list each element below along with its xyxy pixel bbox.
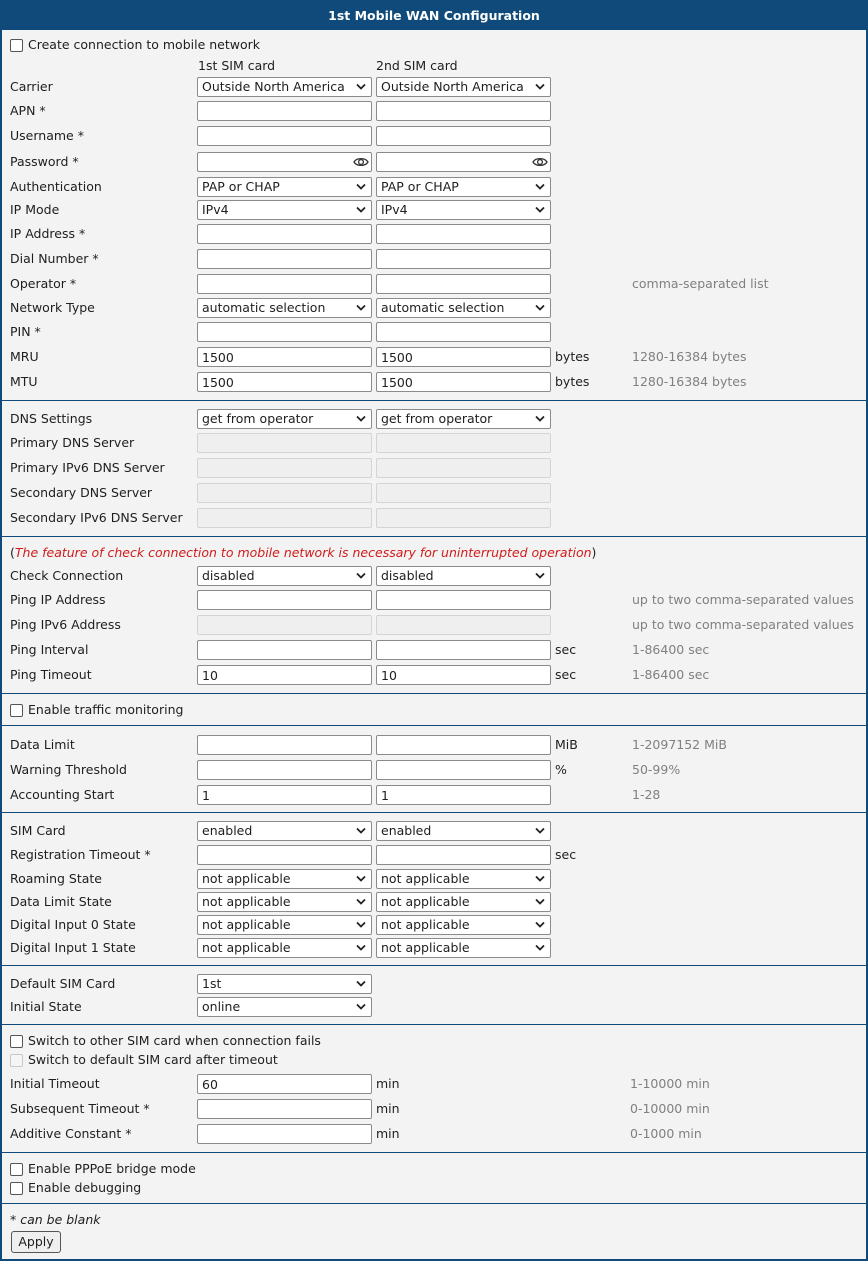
mtu-label: MTU — [10, 374, 38, 389]
operator-row — [2, 274, 866, 294]
secondary-dns-input-1 — [197, 483, 372, 503]
check-connection-row — [2, 566, 866, 586]
apply-button[interactable]: Apply — [11, 1231, 61, 1253]
warning-threshold-input-1[interactable] — [197, 760, 372, 780]
warning-threshold-input-2[interactable] — [376, 760, 551, 780]
traffic-row — [2, 700, 866, 720]
digital-input-0-select-2[interactable]: not applicable — [376, 915, 551, 935]
primary-ipv6-dns-row — [2, 458, 866, 478]
mtu-input-2[interactable] — [376, 372, 551, 392]
section-divider — [2, 1203, 866, 1204]
ping-interval-input-1[interactable] — [197, 640, 372, 660]
accounting-start-label: Accounting Start — [10, 787, 115, 802]
chevron-down-icon — [535, 944, 545, 952]
default-sim-label: Default SIM Card — [10, 976, 116, 991]
secondary-ipv6-dns-row — [2, 508, 866, 528]
chevron-down-icon — [535, 83, 545, 91]
primary-dns-row — [2, 433, 866, 453]
sim-card-row — [2, 821, 866, 841]
initial-timeout-input[interactable] — [197, 1074, 372, 1094]
blank-note: * can be blank — [10, 1212, 101, 1227]
pin-input-2[interactable] — [376, 322, 551, 342]
checkbox-box[interactable] — [10, 39, 23, 52]
default-sim-row — [2, 974, 866, 994]
pin-row — [2, 322, 866, 342]
chevron-down-icon — [356, 921, 366, 929]
sim-card-label: SIM Card — [10, 823, 66, 838]
column-headers — [2, 56, 866, 76]
accounting-start-input-1[interactable] — [197, 785, 372, 805]
ping-interval-row — [2, 640, 866, 660]
chevron-down-icon — [535, 827, 545, 835]
mru-row — [2, 347, 866, 367]
additive-constant-hint: 0-1000 min — [630, 1126, 702, 1141]
ping-ip-hint: up to two comma-separated values — [632, 592, 854, 607]
password-input-1[interactable] — [197, 152, 372, 172]
chevron-down-icon — [356, 183, 366, 191]
dial-number-label: Dial Number * — [10, 251, 99, 266]
warning-threshold-hint: 50-99% — [632, 762, 681, 777]
ping-interval-unit: sec — [555, 642, 577, 657]
chevron-down-icon — [356, 875, 366, 883]
ping-timeout-row — [2, 665, 866, 685]
switch-to-default-row — [2, 1050, 866, 1070]
operator-input-2[interactable] — [376, 274, 551, 294]
registration-timeout-unit: sec — [555, 847, 577, 862]
roaming-state-select-1[interactable]: not applicable — [197, 869, 372, 889]
roaming-state-label: Roaming State — [10, 871, 102, 886]
footer-note-row — [2, 1210, 866, 1230]
data-limit-state-select-1[interactable]: not applicable — [197, 892, 372, 912]
operator-input-1[interactable] — [197, 274, 372, 294]
check-connection-select-2[interactable]: disabled — [376, 566, 551, 586]
registration-timeout-label: Registration Timeout * — [10, 847, 151, 862]
switch-on-fail-row — [2, 1031, 866, 1051]
switch-to-default-checkbox: Switch to default SIM card after timeout — [10, 1050, 278, 1070]
create-connection-row — [2, 35, 866, 55]
registration-timeout-input-1[interactable] — [197, 845, 372, 865]
username-label: Username * — [10, 128, 84, 143]
ping-ip-label: Ping IP Address — [10, 592, 106, 607]
mru-unit: bytes — [555, 349, 590, 364]
authentication-label: Authentication — [10, 179, 102, 194]
primary-dns-input-2 — [376, 433, 551, 453]
data-limit-state-row — [2, 892, 866, 912]
checkbox-box[interactable] — [10, 1163, 23, 1176]
network-type-label: Network Type — [10, 300, 95, 315]
registration-timeout-input-2[interactable] — [376, 845, 551, 865]
ping-ipv6-input-2 — [376, 615, 551, 635]
digital-input-0-label: Digital Input 0 State — [10, 917, 136, 932]
chevron-down-icon — [535, 206, 545, 214]
carrier-label: Carrier — [10, 79, 53, 94]
subsequent-timeout-row — [2, 1099, 866, 1119]
chevron-down-icon — [356, 415, 366, 423]
password-input-2[interactable] — [376, 152, 551, 172]
data-limit-row — [2, 735, 866, 755]
ping-ipv6-input-1 — [197, 615, 372, 635]
password-row — [2, 152, 866, 172]
chevron-down-icon — [535, 898, 545, 906]
eye-icon[interactable] — [353, 155, 369, 169]
primary-ipv6-dns-input-1 — [197, 458, 372, 478]
ping-interval-input-2[interactable] — [376, 640, 551, 660]
apn-label: APN * — [10, 103, 46, 118]
ping-timeout-hint: 1-86400 sec — [632, 667, 710, 682]
chevron-down-icon — [356, 83, 366, 91]
primary-dns-label: Primary DNS Server — [10, 435, 135, 450]
ip-address-input-1[interactable] — [197, 224, 372, 244]
ping-timeout-input-2[interactable] — [376, 665, 551, 685]
mtu-input-1[interactable] — [197, 372, 372, 392]
section-divider — [2, 1152, 866, 1153]
data-limit-input-2[interactable] — [376, 735, 551, 755]
secondary-ipv6-dns-label: Secondary IPv6 DNS Server — [10, 510, 183, 525]
subsequent-timeout-label: Subsequent Timeout * — [10, 1101, 150, 1116]
mru-hint: 1280-16384 bytes — [632, 349, 747, 364]
secondary-dns-row — [2, 483, 866, 503]
mru-input-2[interactable] — [376, 347, 551, 367]
check-connection-note: (The feature of check connection to mobile network is necessary for uninterrupted operation) — [10, 545, 597, 560]
chevron-down-icon — [535, 572, 545, 580]
col2-header: 2nd SIM card — [376, 58, 458, 73]
pppoe-bridge-checkbox[interactable]: Enable PPPoE bridge mode — [10, 1159, 196, 1179]
chevron-down-icon — [356, 827, 366, 835]
network-type-select-1[interactable]: automatic selection — [197, 298, 372, 318]
primary-ipv6-dns-input-2 — [376, 458, 551, 478]
ping-ip-input-1[interactable] — [197, 590, 372, 610]
chevron-down-icon — [356, 980, 366, 988]
section-divider — [2, 536, 866, 537]
data-limit-state-label: Data Limit State — [10, 894, 112, 909]
section-divider — [2, 400, 866, 401]
sim-card-select-2[interactable]: enabled — [376, 821, 551, 841]
secondary-ipv6-dns-input-1 — [197, 508, 372, 528]
ping-timeout-input-1[interactable] — [197, 665, 372, 685]
ping-interval-hint: 1-86400 sec — [632, 642, 710, 657]
col1-header: 1st SIM card — [198, 58, 276, 73]
ping-ipv6-hint: up to two comma-separated values — [632, 617, 854, 632]
additive-constant-input[interactable] — [197, 1124, 372, 1144]
debugging-checkbox[interactable]: Enable debugging — [10, 1178, 141, 1198]
chevron-down-icon — [356, 206, 366, 214]
ip-mode-label: IP Mode — [10, 202, 60, 217]
eye-icon[interactable] — [532, 155, 548, 169]
registration-timeout-row — [2, 845, 866, 865]
mru-input-1[interactable] — [197, 347, 372, 367]
secondary-ipv6-dns-input-2 — [376, 508, 551, 528]
chevron-down-icon — [356, 572, 366, 580]
digital-input-1-row — [2, 938, 866, 958]
network-type-select-2[interactable]: automatic selection — [376, 298, 551, 318]
warning-threshold-unit: % — [555, 762, 567, 777]
ping-timeout-label: Ping Timeout — [10, 667, 92, 682]
check-connection-label: Check Connection — [10, 568, 124, 583]
data-limit-state-select-2[interactable]: not applicable — [376, 892, 551, 912]
dial-number-input-1[interactable] — [197, 249, 372, 269]
additive-constant-row — [2, 1124, 866, 1144]
section-divider — [2, 1024, 866, 1025]
chevron-down-icon — [356, 1003, 366, 1011]
warning-threshold-row — [2, 760, 866, 780]
primary-dns-input-1 — [197, 433, 372, 453]
digital-input-1-select-1[interactable]: not applicable — [197, 938, 372, 958]
dns-settings-row — [2, 409, 866, 429]
data-limit-unit: MiB — [555, 737, 578, 752]
ping-interval-label: Ping Interval — [10, 642, 89, 657]
dns-settings-select-2[interactable]: get from operator — [376, 409, 551, 429]
dns-settings-label: DNS Settings — [10, 411, 93, 426]
dns-settings-select-1[interactable]: get from operator — [197, 409, 372, 429]
carrier-select-2[interactable]: Outside North America — [376, 77, 551, 97]
initial-timeout-unit: min — [376, 1076, 400, 1091]
subsequent-timeout-hint: 0-10000 min — [630, 1101, 710, 1116]
authentication-row — [2, 177, 866, 197]
section-divider — [2, 693, 866, 694]
debug-row — [2, 1178, 866, 1198]
carrier-select-1[interactable]: Outside North America — [197, 77, 372, 97]
section-divider — [2, 965, 866, 966]
username-input-2[interactable] — [376, 126, 551, 146]
pin-input-1[interactable] — [197, 322, 372, 342]
ip-mode-select-1[interactable]: IPv4 — [197, 200, 372, 220]
password-label: Password * — [10, 154, 79, 169]
default-sim-select[interactable]: 1st — [197, 974, 372, 994]
pppoe-row — [2, 1159, 866, 1179]
dial-number-row — [2, 249, 866, 269]
ip-address-row — [2, 224, 866, 244]
primary-ipv6-dns-label: Primary IPv6 DNS Server — [10, 460, 165, 475]
ping-ipv6-label: Ping IPv6 Address — [10, 617, 121, 632]
operator-label: Operator * — [10, 276, 77, 291]
switch-on-fail-checkbox[interactable]: Switch to other SIM card when connection fails — [10, 1031, 321, 1051]
chevron-down-icon — [535, 415, 545, 423]
username-input-1[interactable] — [197, 126, 372, 146]
ping-timeout-unit: sec — [555, 667, 577, 682]
authentication-select-2[interactable]: PAP or CHAP — [376, 177, 551, 197]
apn-input-2[interactable] — [376, 101, 551, 121]
chevron-down-icon — [535, 875, 545, 883]
initial-state-row — [2, 997, 866, 1017]
accounting-start-hint: 1-28 — [632, 787, 661, 802]
warning-threshold-label: Warning Threshold — [10, 762, 127, 777]
additive-constant-label: Additive Constant * — [10, 1126, 132, 1141]
traffic-monitoring-checkbox[interactable]: Enable traffic monitoring — [10, 700, 183, 720]
initial-timeout-hint: 1-10000 min — [630, 1076, 710, 1091]
ping-ip-row — [2, 590, 866, 610]
network-type-row — [2, 298, 866, 318]
chevron-down-icon — [356, 304, 366, 312]
secondary-dns-label: Secondary DNS Server — [10, 485, 153, 500]
ip-mode-select-2[interactable]: IPv4 — [376, 200, 551, 220]
chevron-down-icon — [356, 944, 366, 952]
chevron-down-icon — [356, 898, 366, 906]
accounting-start-row — [2, 785, 866, 805]
sim-card-select-1[interactable]: enabled — [197, 821, 372, 841]
checkbox-box[interactable] — [10, 1182, 23, 1195]
digital-input-0-row — [2, 915, 866, 935]
initial-timeout-row — [2, 1074, 866, 1094]
ip-address-input-2[interactable] — [376, 224, 551, 244]
roaming-state-row — [2, 869, 866, 889]
subsequent-timeout-unit: min — [376, 1101, 400, 1116]
initial-state-select[interactable]: online — [197, 997, 372, 1017]
checkbox-box[interactable] — [10, 1035, 23, 1048]
checkbox-box[interactable] — [10, 704, 23, 717]
checkbox-box — [10, 1054, 23, 1067]
username-row — [2, 126, 866, 146]
check-note-row — [2, 543, 866, 563]
data-limit-label: Data Limit — [10, 737, 75, 752]
apn-input-1[interactable] — [197, 101, 372, 121]
digital-input-1-label: Digital Input 1 State — [10, 940, 136, 955]
authentication-select-1[interactable]: PAP or CHAP — [197, 177, 372, 197]
ping-ip-input-2[interactable] — [376, 590, 551, 610]
pin-label: PIN * — [10, 324, 41, 339]
subsequent-timeout-input[interactable] — [197, 1099, 372, 1119]
ip-address-label: IP Address * — [10, 226, 86, 241]
mtu-row — [2, 372, 866, 392]
section-divider — [2, 812, 866, 813]
dial-number-input-2[interactable] — [376, 249, 551, 269]
mtu-hint: 1280-16384 bytes — [632, 374, 747, 389]
ping-ipv6-row — [2, 615, 866, 635]
mtu-unit: bytes — [555, 374, 590, 389]
check-connection-select-1[interactable]: disabled — [197, 566, 372, 586]
ip-mode-row — [2, 200, 866, 220]
create-connection-checkbox[interactable]: Create connection to mobile network — [10, 35, 260, 55]
section-divider — [2, 725, 866, 726]
data-limit-hint: 1-2097152 MiB — [632, 737, 727, 752]
mru-label: MRU — [10, 349, 39, 364]
additive-constant-unit: min — [376, 1126, 400, 1141]
chevron-down-icon — [535, 304, 545, 312]
operator-hint: comma-separated list — [632, 276, 769, 291]
initial-state-label: Initial State — [10, 999, 82, 1014]
accounting-start-input-2[interactable] — [376, 785, 551, 805]
chevron-down-icon — [535, 183, 545, 191]
roaming-state-select-2[interactable]: not applicable — [376, 869, 551, 889]
secondary-dns-input-2 — [376, 483, 551, 503]
data-limit-input-1[interactable] — [197, 735, 372, 755]
apn-row — [2, 101, 866, 121]
initial-timeout-label: Initial Timeout — [10, 1076, 100, 1091]
digital-input-1-select-2[interactable]: not applicable — [376, 938, 551, 958]
carrier-row — [2, 77, 866, 97]
digital-input-0-select-1[interactable]: not applicable — [197, 915, 372, 935]
chevron-down-icon — [535, 921, 545, 929]
panel-title: 1st Mobile WAN Configuration — [2, 2, 866, 30]
